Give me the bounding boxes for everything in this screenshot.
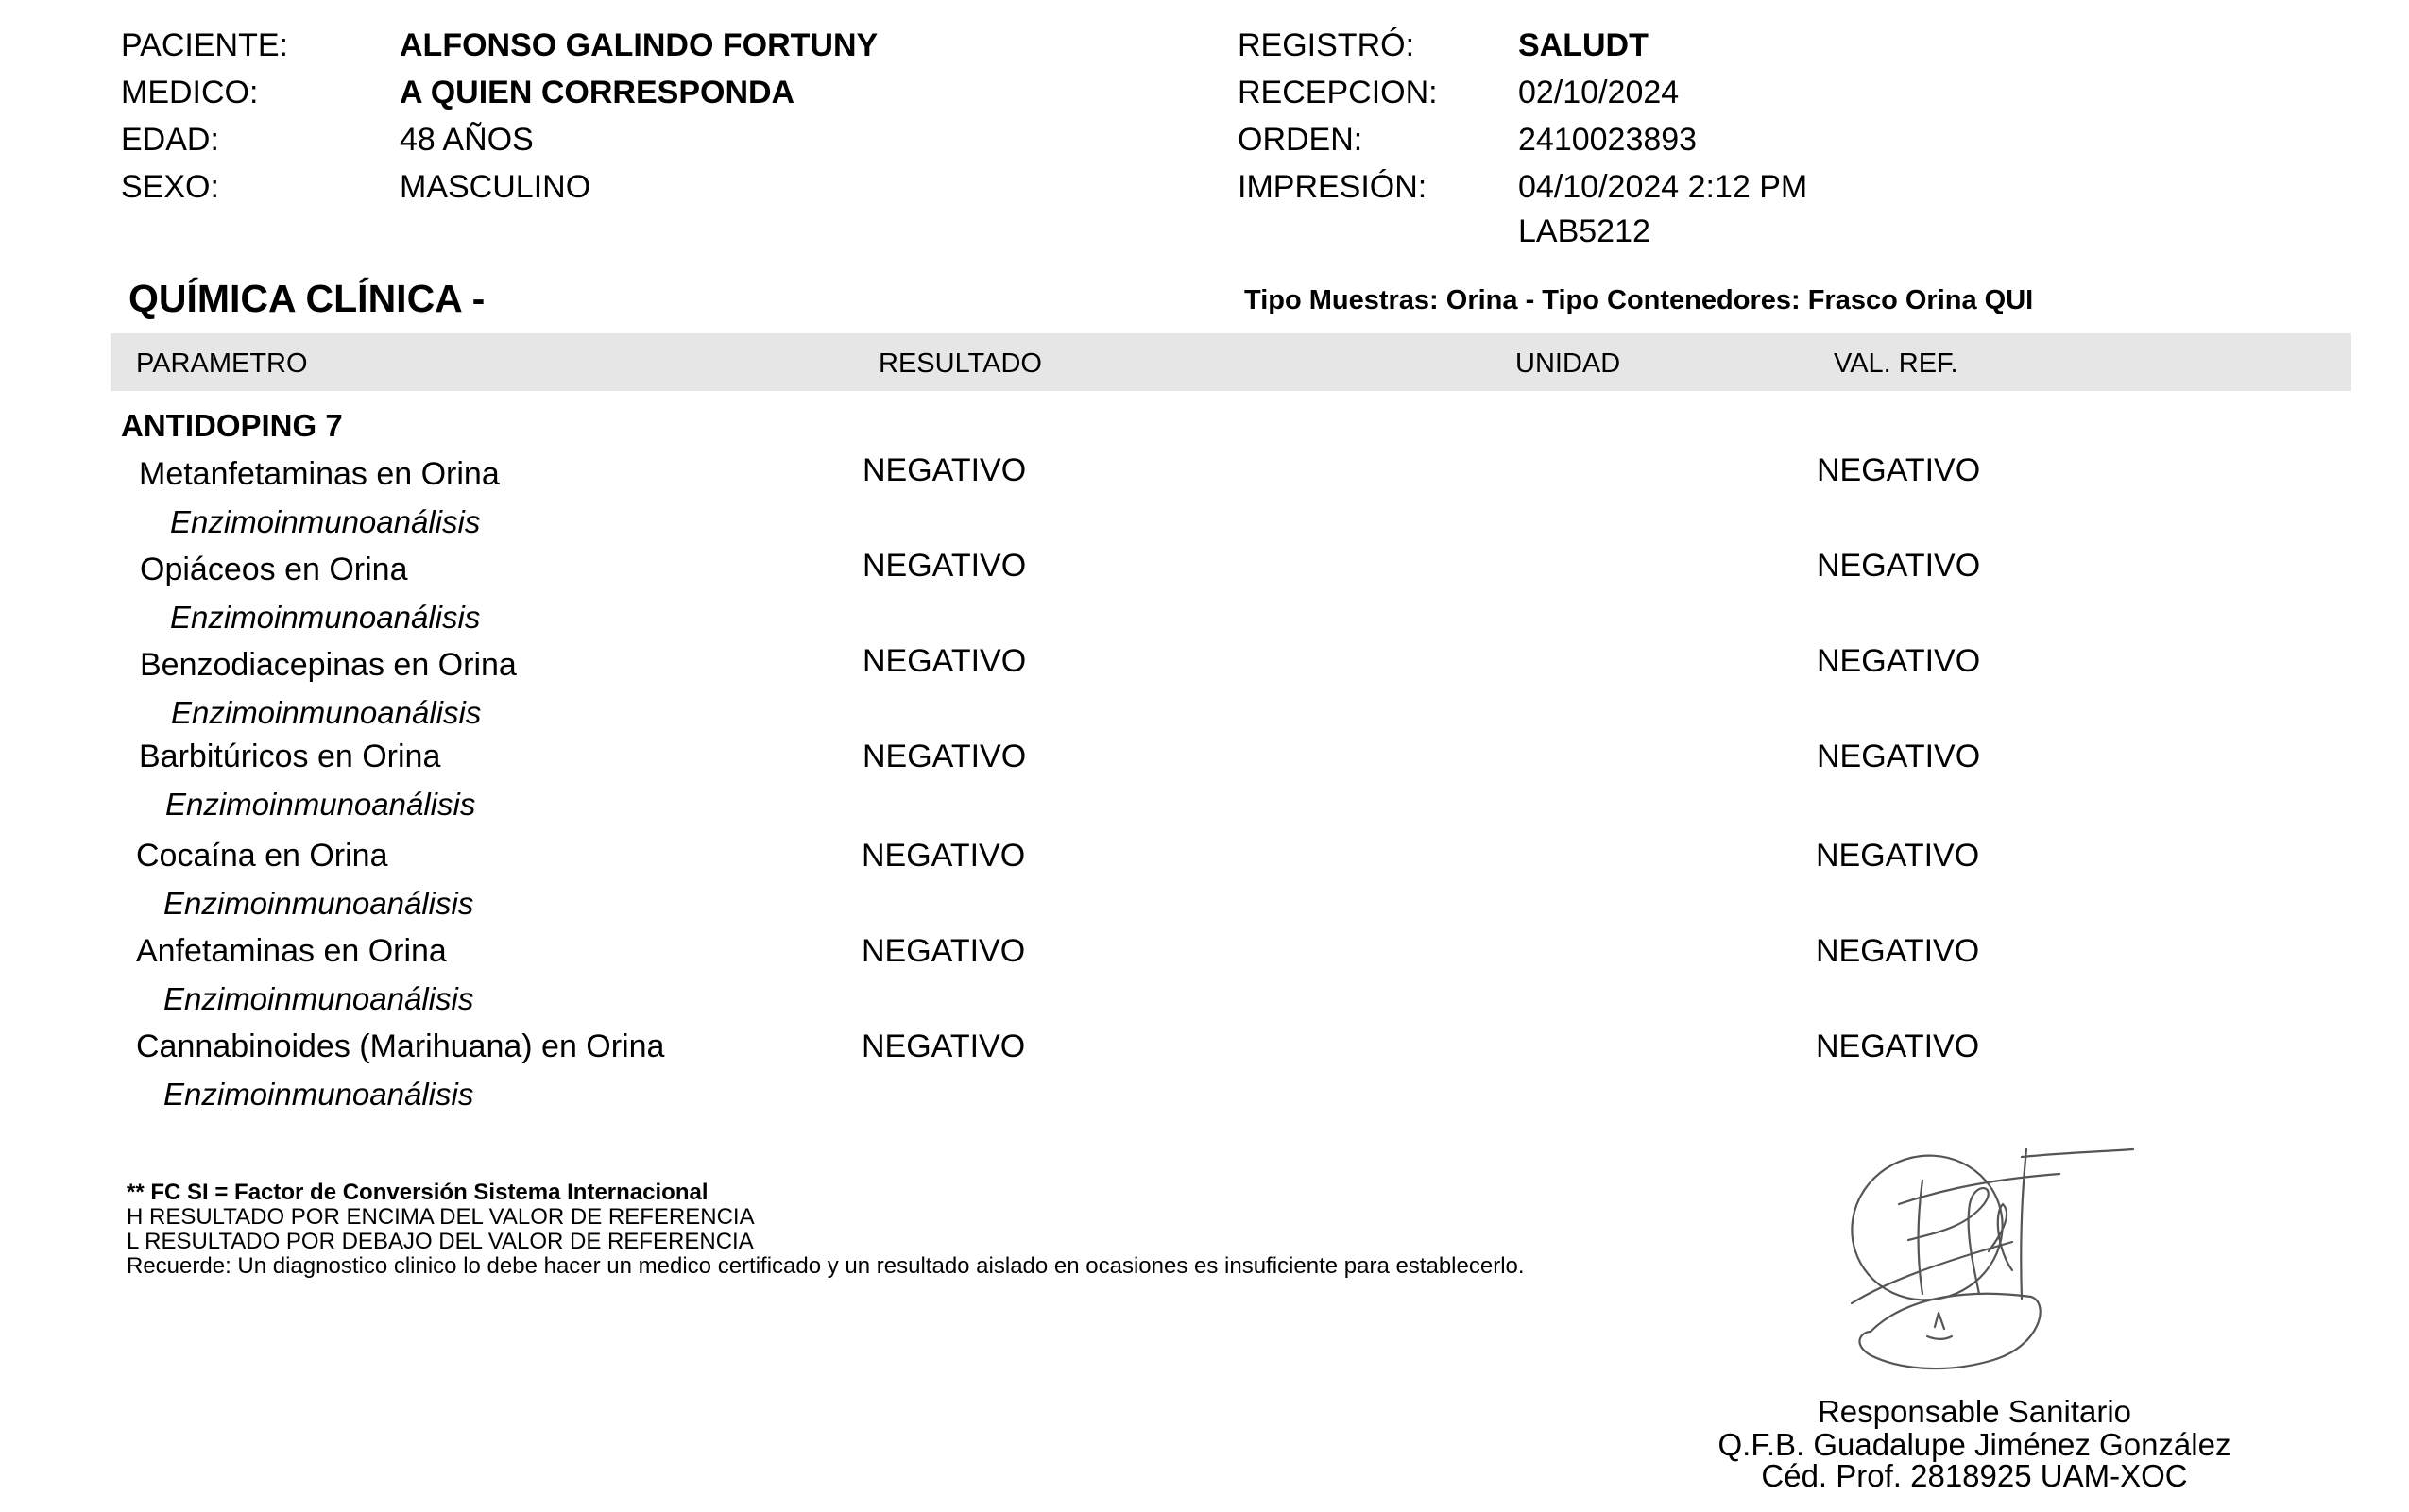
parameter-name: Cannabinoides (Marihuana) en Orina	[136, 1028, 665, 1064]
result-value: NEGATIVO	[863, 739, 1027, 774]
order-number: 2410023893	[1518, 122, 1698, 158]
parameter-name: Opiáceos en Orina	[140, 552, 408, 587]
doctor-label: MEDICO:	[121, 75, 259, 110]
reception-label: RECEPCION:	[1238, 75, 1438, 110]
sample-type-info: Tipo Muestras: Orina - Tipo Contenedores: Frasco Orina QUI	[1244, 285, 2034, 315]
order-label: ORDEN:	[1238, 122, 1363, 158]
method-name: Enzimoinmunoanálisis	[163, 1077, 474, 1112]
group-title: ANTIDOPING 7	[121, 408, 343, 443]
signature-cedula: Céd. Prof. 2818925 UAM-XOC	[1761, 1458, 2188, 1493]
reference-value: NEGATIVO	[1817, 739, 1981, 774]
reference-value: NEGATIVO	[1817, 548, 1981, 584]
header-val-ref: VAL. REF.	[1834, 348, 1958, 379]
lab-code: LAB5212	[1518, 213, 1650, 249]
h-note: H RESULTADO POR ENCIMA DEL VALOR DE REFERENCIA	[127, 1204, 755, 1230]
signature-name: Q.F.B. Guadalupe Jiménez González	[1717, 1427, 2231, 1462]
parameter-name: Anfetaminas en Orina	[136, 933, 447, 969]
parameter-name: Metanfetaminas en Orina	[139, 456, 500, 492]
reception-date: 02/10/2024	[1518, 75, 1680, 110]
result-value: NEGATIVO	[863, 452, 1027, 488]
registered-by-value: SALUDT	[1518, 27, 1649, 63]
table-header-bar	[111, 333, 2351, 391]
section-title: QUÍMICA CLÍNICA -	[128, 277, 486, 320]
reference-value: NEGATIVO	[1816, 1028, 1980, 1064]
doctor-name: A QUIEN CORRESPONDA	[400, 75, 795, 110]
method-name: Enzimoinmunoanálisis	[165, 787, 476, 822]
l-note: L RESULTADO POR DEBAJO DEL VALOR DE REFERENCIA	[127, 1229, 754, 1254]
result-value: NEGATIVO	[862, 838, 1026, 874]
method-name: Enzimoinmunoanálisis	[163, 981, 474, 1016]
parameter-name: Benzodiacepinas en Orina	[140, 647, 517, 683]
print-datetime: 04/10/2024 2:12 PM	[1518, 169, 1808, 205]
age-value: 48 AÑOS	[400, 122, 534, 158]
method-name: Enzimoinmunoanálisis	[171, 695, 482, 730]
fc-si-note: ** FC SI = Factor de Conversión Sistema Internacional	[127, 1180, 709, 1205]
print-label: IMPRESIÓN:	[1238, 169, 1427, 205]
parameter-name: Barbitúricos en Orina	[139, 739, 441, 774]
patient-label: PACIENTE:	[121, 27, 288, 63]
reference-value: NEGATIVO	[1816, 838, 1980, 874]
sex-value: MASCULINO	[400, 169, 591, 205]
header-unidad: UNIDAD	[1515, 348, 1621, 379]
reference-value: NEGATIVO	[1817, 643, 1981, 679]
disclaimer-note: Recuerde: Un diagnostico clinico lo debe hacer un medico certificado y un resultado aislado en ocasiones es insuficiente para establecerlo.	[127, 1253, 1525, 1279]
age-label: EDAD:	[121, 122, 219, 158]
method-name: Enzimoinmunoanálisis	[163, 886, 474, 921]
result-value: NEGATIVO	[863, 643, 1027, 679]
reference-value: NEGATIVO	[1816, 933, 1980, 969]
signature-role: Responsable Sanitario	[1817, 1394, 2132, 1429]
sex-label: SEXO:	[121, 169, 219, 205]
header-parametro: PARAMETRO	[136, 348, 308, 379]
header-resultado: RESULTADO	[879, 348, 1042, 379]
method-name: Enzimoinmunoanálisis	[170, 600, 481, 635]
reference-value: NEGATIVO	[1817, 452, 1981, 488]
signature-image	[1833, 1138, 2135, 1384]
result-value: NEGATIVO	[862, 1028, 1026, 1064]
patient-name: ALFONSO GALINDO FORTUNY	[400, 27, 879, 63]
result-value: NEGATIVO	[862, 933, 1026, 969]
registered-by-label: REGISTRÓ:	[1238, 27, 1415, 63]
result-value: NEGATIVO	[863, 548, 1027, 584]
method-name: Enzimoinmunoanálisis	[170, 504, 481, 539]
parameter-name: Cocaína en Orina	[136, 838, 388, 874]
